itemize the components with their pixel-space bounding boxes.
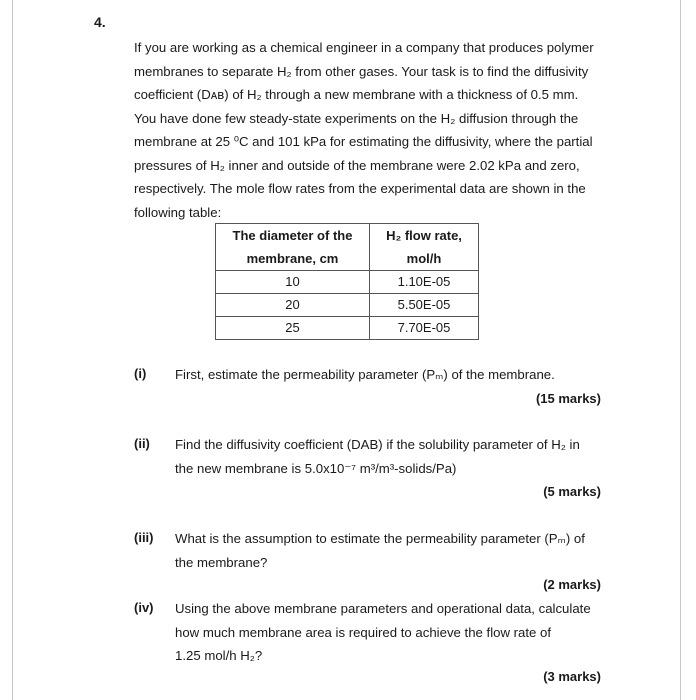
header-line: The diameter of the (232, 228, 353, 243)
cell-diameter: 25 (216, 317, 370, 340)
intro-line: If you are working as a chemical engineer in a company that produces polymer (134, 40, 594, 55)
intro-line: membrane at 25 ⁰C and 101 kPa for estimating the diffusivity, where the partial (134, 134, 593, 149)
cell-diameter: 20 (216, 294, 370, 317)
header-diameter (216, 224, 370, 271)
page-left-edge (12, 0, 13, 700)
intro-line: following table: (134, 204, 222, 220)
cell-flow-rate: 1.10E-05 (370, 271, 479, 294)
flow-rate-table (215, 223, 479, 340)
part-line: Using the above membrane parameters and operational data, calculate (175, 601, 591, 616)
header-line: H₂ flow rate, (386, 228, 462, 243)
table-header-row (216, 224, 479, 271)
page-right-edge (680, 0, 681, 700)
table-row (216, 317, 479, 340)
header-line: mol/h (406, 251, 442, 266)
intro-line: membranes to separate H₂ from other gases. Your task is to find the diffusivity (134, 63, 589, 79)
part-line: 1.25 mol/h H₂? (175, 648, 263, 663)
part-line: First, estimate the permeability parameter (Pₘ) of the membrane. (175, 367, 555, 382)
part-line: how much membrane area is required to achieve the flow rate of (175, 624, 552, 640)
part-line: Find the diffusivity coefficient (DAB) if the solubility parameter of H₂ in (175, 437, 580, 452)
intro-line: You have done few steady-state experiments on the H₂ diffusion through the (134, 110, 579, 126)
marks-label: (2 marks) (543, 577, 601, 592)
question-intro (134, 36, 610, 224)
table-row (216, 294, 479, 317)
question-number: 4. (94, 14, 106, 30)
part-text (175, 363, 605, 387)
part-line: the new membrane is 5.0x10⁻⁷ m³/m³-solids/Pa) (175, 460, 457, 476)
table-row (216, 271, 479, 294)
part-label: (ii) (134, 436, 150, 451)
part-label: (i) (134, 366, 147, 381)
part-text (175, 527, 605, 574)
part-text (175, 433, 605, 480)
part-text (175, 597, 605, 668)
marks-label: (5 marks) (543, 484, 601, 499)
intro-line: pressures of H₂ inner and outside of the membrane were 2.02 kPa and zero, (134, 157, 580, 173)
header-line: membrane, cm (246, 251, 339, 266)
part-line: the membrane? (175, 554, 268, 570)
part-label: (iv) (134, 600, 154, 615)
cell-flow-rate: 5.50E-05 (370, 294, 479, 317)
part-label: (iii) (134, 530, 154, 545)
header-flow-rate (370, 224, 479, 271)
marks-label: (3 marks) (543, 669, 601, 684)
marks-label: (15 marks) (535, 391, 601, 406)
part-line: What is the assumption to estimate the permeability parameter (Pₘ) of (175, 531, 585, 546)
intro-line: respectively. The mole flow rates from the experimental data are shown in the (134, 181, 586, 196)
cell-flow-rate: 7.70E-05 (370, 317, 479, 340)
intro-line: coefficient (Dᴀʙ) of H₂ through a new membrane with a thickness of 0.5 mm. (134, 87, 579, 102)
cell-diameter: 10 (216, 271, 370, 294)
